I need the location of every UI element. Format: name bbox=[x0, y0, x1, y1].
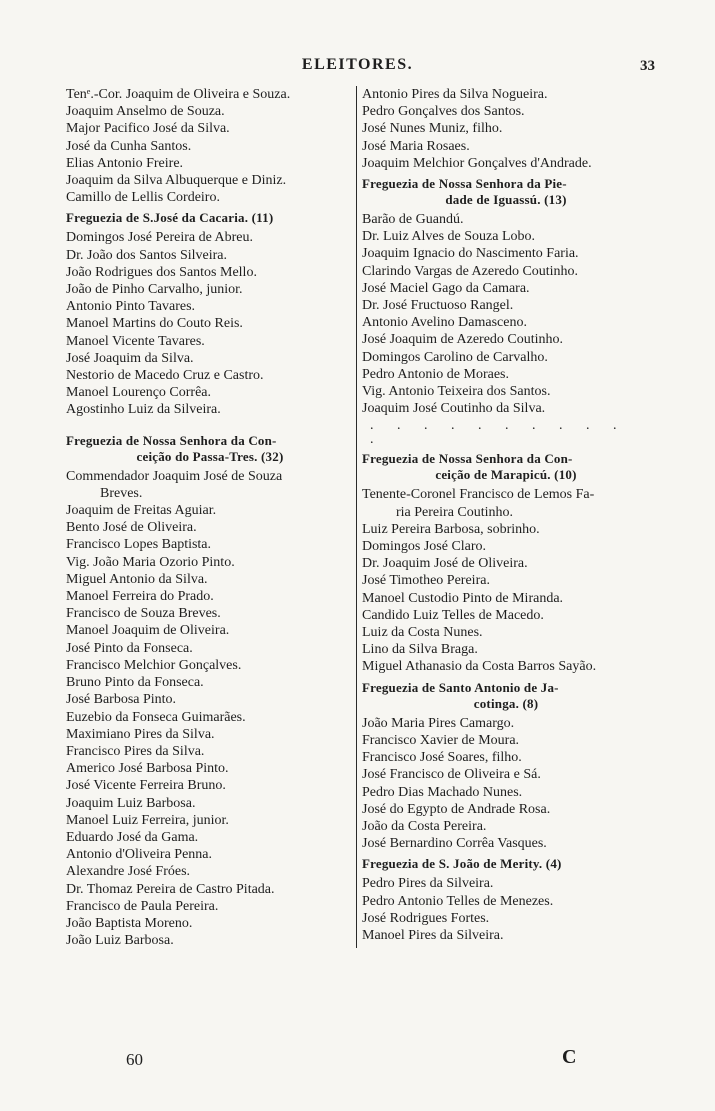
list-item: Antonio Pinto Tavares. bbox=[66, 299, 196, 315]
list-item: Antonio Avelino Damasceno. bbox=[362, 315, 527, 331]
dotted-separator: . . . . . . . . . . . bbox=[370, 418, 627, 448]
list-item: Manoel Vicente Tavares. bbox=[66, 333, 205, 349]
list-item: José Barbosa Pinto. bbox=[66, 692, 177, 708]
heading-line: Freguezia de Nossa Senhora da Con- bbox=[362, 451, 573, 467]
list-item: Luiz da Costa Nunes. bbox=[362, 625, 483, 641]
list-item: Domingos Carolino de Carvalho. bbox=[362, 349, 548, 365]
list-item: Joaquim Anselmo de Souza. bbox=[66, 104, 225, 120]
list-item: João Maria Pires Camargo. bbox=[362, 715, 515, 731]
list-item: Maximiano Pires da Silva. bbox=[66, 726, 215, 742]
list-item: Dr. Thomaz Pereira de Castro Pitada. bbox=[66, 881, 275, 897]
heading-line: dade de Iguassú. (13) bbox=[445, 192, 567, 208]
list-item: José Joaquim de Azeredo Coutinho. bbox=[362, 332, 564, 348]
signature-letter: C bbox=[562, 1046, 577, 1068]
list-item: José Nunes Muniz, filho. bbox=[362, 121, 503, 137]
list-item: José Joaquim da Silva. bbox=[66, 350, 194, 366]
list-item: Bruno Pinto da Fonseca. bbox=[66, 675, 204, 691]
list-item: José Maria Rosaes. bbox=[362, 138, 470, 154]
passa-tres-list bbox=[66, 468, 354, 950]
list-item: Tenente-Coronel Francisco de Lemos Fa- bbox=[362, 487, 595, 503]
list-item: Francisco Melchior Gonçalves. bbox=[66, 657, 242, 673]
heading-line: ceição de Marapicú. (10) bbox=[435, 467, 577, 483]
list-item: Francisco de Paula Pereira. bbox=[66, 898, 219, 914]
list-item: Joaquim Melchior Gonçalves d'Andrade. bbox=[362, 155, 592, 171]
list-item: Dr. Joaquim José de Oliveira. bbox=[362, 556, 528, 572]
merity-list bbox=[362, 875, 650, 944]
list-item: Francisco de Souza Breves. bbox=[66, 606, 221, 622]
list-item: Francisco Xavier de Moura. bbox=[362, 732, 520, 748]
left-column bbox=[66, 86, 354, 949]
list-item: Francisco Pires da Silva. bbox=[66, 743, 205, 759]
cacaria-list bbox=[66, 229, 354, 418]
list-item: Pedro Antonio Telles de Menezes. bbox=[362, 893, 554, 909]
list-item: Clarindo Vargas de Azeredo Coutinho. bbox=[362, 263, 579, 279]
list-item: Manoel Luiz Ferreira, junior. bbox=[66, 812, 229, 828]
list-item: Pedro Antonio de Moraes. bbox=[362, 366, 509, 382]
list-item: João Luiz Barbosa. bbox=[66, 933, 174, 949]
list-item: Euzebio da Fonseca Guimarães. bbox=[66, 709, 246, 725]
section-heading-passa-tres bbox=[66, 433, 354, 465]
list-item: José Vicente Ferreira Bruno. bbox=[66, 778, 226, 794]
list-item: Manoel Ferreira do Prado. bbox=[66, 589, 214, 605]
list-item: Manoel Joaquim de Oliveira. bbox=[66, 623, 230, 639]
section-heading-marapicu bbox=[362, 451, 650, 483]
spacer bbox=[66, 419, 354, 429]
list-item: José da Cunha Santos. bbox=[66, 138, 192, 154]
list-item: Vig. Antonio Teixeira dos Santos. bbox=[362, 384, 551, 400]
list-item: Candido Luiz Telles de Macedo. bbox=[362, 607, 544, 623]
list-item: José Maciel Gago da Camara. bbox=[362, 280, 530, 296]
list-item: Dr. João dos Santos Silveira. bbox=[66, 247, 227, 263]
heading-line: Freguezia de Santo Antonio de Ja- bbox=[362, 679, 559, 695]
right-column bbox=[362, 86, 650, 944]
list-item: Breves. bbox=[100, 485, 143, 501]
signature-number: 60 bbox=[126, 1050, 143, 1069]
list-item: Francisco Lopes Baptista. bbox=[66, 537, 212, 553]
list-item: Joaquim de Freitas Aguiar. bbox=[66, 503, 217, 519]
list-item: Pedro Dias Machado Nunes. bbox=[362, 784, 523, 800]
heading-line: Freguezia de Nossa Senhora da Pie- bbox=[362, 176, 567, 192]
list-item: Domingos José Pereira de Abreu. bbox=[66, 230, 254, 246]
list-item: Antonio d'Oliveira Penna. bbox=[66, 847, 212, 863]
list-item: Pedro Pires da Silveira. bbox=[362, 876, 494, 892]
list-item: Francisco José Soares, filho. bbox=[362, 750, 522, 766]
list-item: Pedro Gonçalves dos Santos. bbox=[362, 104, 525, 120]
list-item: Domingos José Claro. bbox=[362, 539, 487, 555]
list-item: Dr. Luiz Alves de Souza Lobo. bbox=[362, 229, 536, 245]
list-item: João de Pinho Carvalho, junior. bbox=[66, 282, 243, 298]
iguassu-list bbox=[362, 211, 650, 417]
list-item: Miguel Antonio da Silva. bbox=[66, 571, 208, 587]
list-item: João Rodrigues dos Santos Mello. bbox=[66, 264, 257, 280]
list-item: Major Pacifico José da Silva. bbox=[66, 121, 230, 137]
list-item: Vig. João Maria Ozorio Pinto. bbox=[66, 554, 235, 570]
list-item: João da Costa Pereira. bbox=[362, 818, 487, 834]
heading-line: Freguezia de Nossa Senhora da Con- bbox=[66, 432, 277, 448]
list-item: José do Egypto de Andrade Rosa. bbox=[362, 801, 551, 817]
list-item: Manoel Martins do Couto Reis. bbox=[66, 316, 243, 332]
list-item: Miguel Athanasio da Costa Barros Sayão. bbox=[362, 659, 597, 675]
list-item: João Baptista Moreno. bbox=[66, 915, 193, 931]
list-item: Joaquim Ignacio do Nascimento Faria. bbox=[362, 246, 579, 262]
marapicu-list bbox=[362, 486, 650, 675]
jacotinga-list bbox=[362, 715, 650, 853]
list-item: Luiz Pereira Barbosa, sobrinho. bbox=[362, 521, 540, 537]
list-item: Antonio Pires da Silva Nogueira. bbox=[362, 87, 548, 102]
list-item: Americo José Barbosa Pinto. bbox=[66, 761, 229, 777]
list-item: Alexandre José Fróes. bbox=[66, 864, 191, 880]
list-item: Elias Antonio Freire. bbox=[66, 155, 184, 171]
list-item: José Rodrigues Fortes. bbox=[362, 910, 490, 926]
list-item: Dr. José Fructuoso Rangel. bbox=[362, 298, 514, 314]
list-item: Commendador Joaquim José de Souza bbox=[66, 468, 283, 484]
page-number: 33 bbox=[640, 58, 655, 74]
list-item: Bento José de Oliveira. bbox=[66, 520, 197, 536]
list-item: José Bernardino Corrêa Vasques. bbox=[362, 836, 547, 852]
section-heading-cacaria: Freguezia de S.José da Cacaria. (11) bbox=[66, 210, 274, 226]
list-item: Eduardo José da Gama. bbox=[66, 829, 199, 845]
list-item: Nestorio de Macedo Cruz e Castro. bbox=[66, 368, 264, 384]
list-item: Camillo de Lellis Cordeiro. bbox=[66, 190, 220, 206]
list-item: Manoel Pires da Silveira. bbox=[362, 927, 504, 943]
column-divider bbox=[356, 86, 357, 948]
heading-line: ceição do Passa-Tres. (32) bbox=[136, 448, 284, 464]
section-heading-jacotinga bbox=[362, 680, 650, 712]
list-item: José Francisco de Oliveira e Sá. bbox=[362, 767, 541, 783]
list-item: Joaquim da Silva Albuquerque e Diniz. bbox=[66, 173, 287, 189]
page-title: ELEITORES. bbox=[301, 56, 414, 73]
list-item: Manoel Custodio Pinto de Miranda. bbox=[362, 590, 564, 606]
list-item: Manoel Lourenço Corrêa. bbox=[66, 385, 211, 401]
list-item: Agostinho Luiz da Silveira. bbox=[66, 402, 221, 418]
list-item: Lino da Silva Braga. bbox=[362, 642, 478, 658]
list-item: Joaquim Luiz Barbosa. bbox=[66, 795, 196, 811]
list-item: José Pinto da Fonseca. bbox=[66, 640, 193, 656]
section-heading-iguassu bbox=[362, 176, 650, 208]
heading-line: cotinga. (8) bbox=[473, 695, 539, 711]
list-item: Tenᵉ.-Cor. Joaquim de Oliveira e Souza. bbox=[66, 87, 291, 102]
list-item: ria Pereira Coutinho. bbox=[396, 504, 514, 520]
list-item: Barão de Guandú. bbox=[362, 212, 464, 228]
list-item: José Timotheo Pereira. bbox=[362, 573, 490, 589]
section-heading-merity: Freguezia de S. João de Merity. (4) bbox=[362, 856, 562, 872]
list-item: Joaquim José Coutinho da Silva. bbox=[362, 401, 546, 417]
